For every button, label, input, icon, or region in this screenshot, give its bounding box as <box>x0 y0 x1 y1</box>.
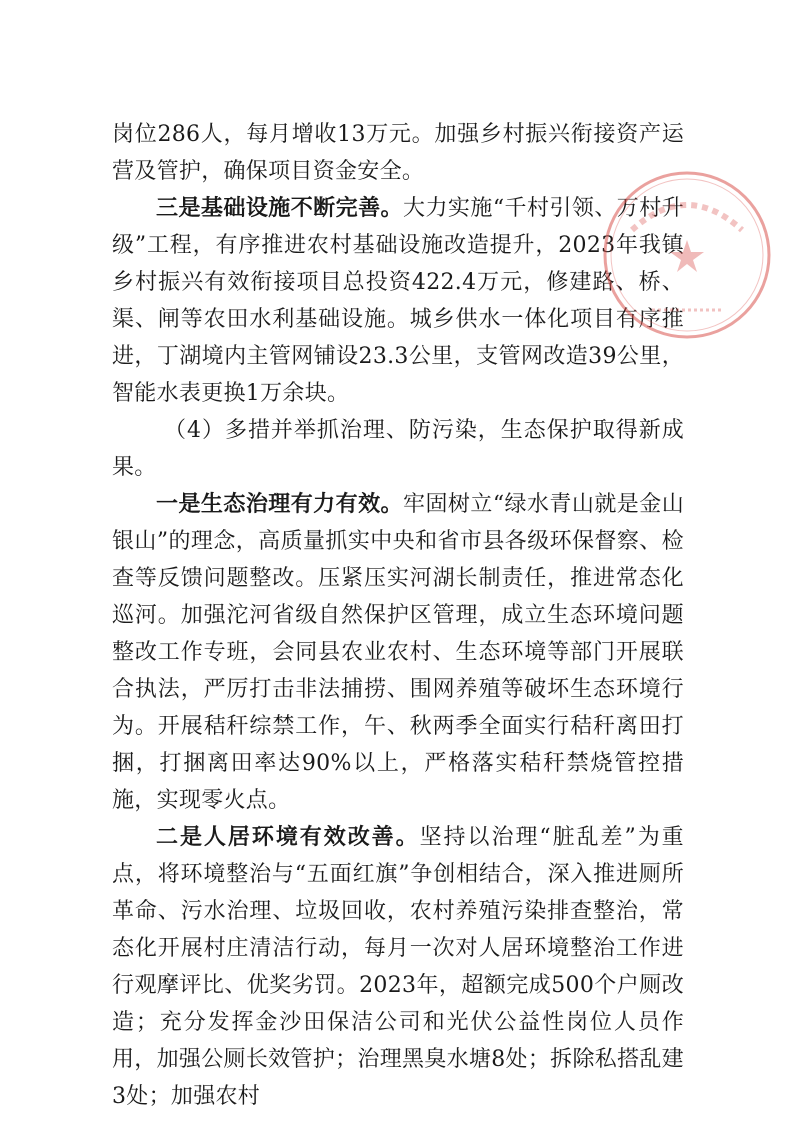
section-heading-4: （4）多措并举抓治理、防污染，生态保护取得新成果。 <box>112 418 684 480</box>
paragraph-1: 岗位286人，每月增收13万元。加强乡村振兴衔接资产运营及管护，确保项目资金安全。 <box>112 122 684 184</box>
paragraph-2-body: 大力实施“千村引领、万村升级”工程，有序推进农村基础设施改造提升，2023年我镇乡村振兴有效衔接项目总投资422.4万元，修建路、桥、渠、闸等农田水利基础设施。城乡供水一体化项目有序推进，丁湖境内主管网铺设23.3公里，支管网改造39公里，智能水表更换1万余块。 <box>112 196 684 406</box>
paragraph-2-heading: 三是基础设施不断完善。 <box>156 195 403 221</box>
paragraph-4-body: 牢固树立“绿水青山就是金山银山”的理念，高质量抓实中央和省市县各级环保督察、检查等反馈问题整改。压紧压实河湖长制责任，推进常态化巡河。加强沱河省级自然保护区管理，成立生态环境问题整改工作专班，会同县农业农村、生态环境等部门开展联合执法，严厉打击非法捕捞、围网养殖等破坏生态环境行为。开展秸秆综禁工作，午、秋两季全面实行秸秆离田打捆，打捆离田率达90%以上，严格落实秸秆禁烧管控措施，实现零火点。 <box>112 492 684 813</box>
paragraph-4-heading: 一是生态治理有力有效。 <box>156 491 403 517</box>
document-body <box>112 116 684 1115</box>
paragraph-2 <box>112 190 684 412</box>
paragraph-5-heading: 二是人居环境有效改善。 <box>156 824 420 850</box>
paragraph-4 <box>112 486 684 819</box>
paragraph-5 <box>112 819 684 1115</box>
paragraph-5-body: 坚持以治理“脏乱差”为重点，将环境整治与“五面红旗”争创相结合，深入推进厕所革命、污水治理、垃圾回收，农村养殖污染排查整治，常态化开展村庄清洁行动，每月一次对人居环境整治工作进行观摩评比、优奖劣罚。2023年，超额完成500个户厕改造；充分发挥金沙田保洁公司和光伏公益性岗位人员作用，加强公厕长效管护；治理黑臭水塘8处；拆除私搭乱建3处；加强农村 <box>112 825 684 1109</box>
